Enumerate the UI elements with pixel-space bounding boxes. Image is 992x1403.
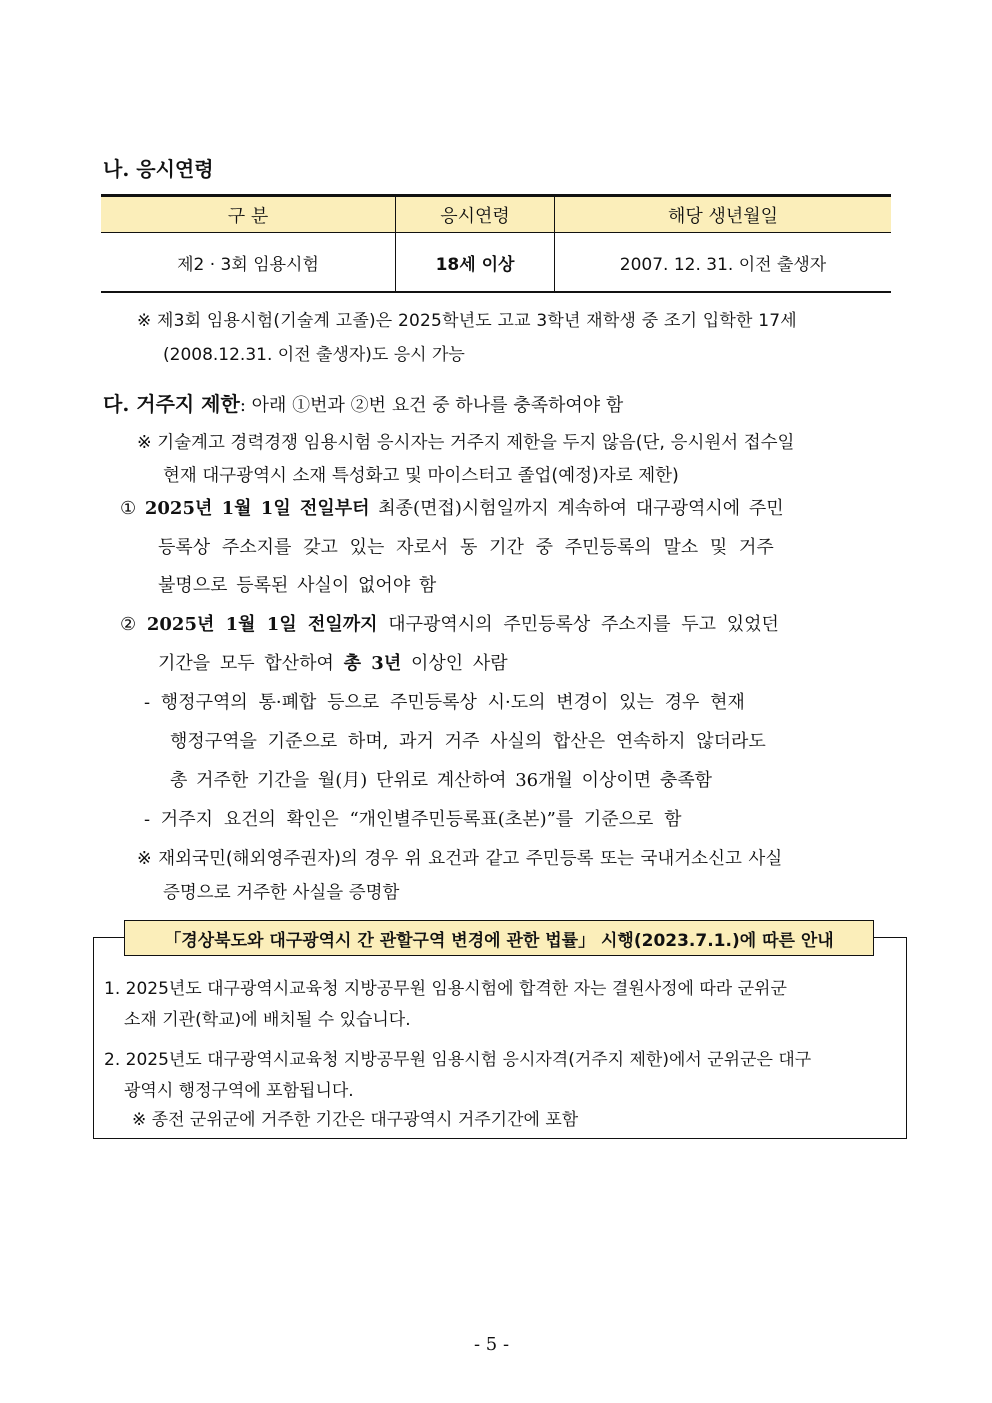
abroad-note-line1: ※ 재외국민(해외영주권자)의 경우 위 요건과 같고 주민등록 또는 국내거소신고 사실 <box>137 849 783 869</box>
dash-item-1-line3: 총 거주한 기간을 월(月) 단위로 계산하여 36개월 이상이면 충족함 <box>170 770 713 791</box>
abroad-note-line2: 증명으로 거주한 사실을 증명함 <box>163 883 400 903</box>
requirement-2-line2-bold: 총 3년 <box>343 653 402 674</box>
notice-item-1-line1: 1. 2025년도 대구광역시교육청 지방공무원 임용시험에 합격한 자는 결원사정에 따라 군위군 <box>104 979 787 999</box>
requirement-2-line1 <box>120 610 779 636</box>
table-cell-age: 18세 이상 <box>396 233 555 293</box>
requirement-1-line2: 등록상 주소지를 갖고 있는 자로서 동 기간 중 주민등록의 말소 및 거주 <box>158 537 774 558</box>
notice-item-2-line2: 광역시 행정구역에 포함됩니다. <box>124 1081 354 1101</box>
requirement-2-line2 <box>158 649 508 675</box>
age-table <box>101 194 891 293</box>
requirement-1-rest: 최종(면접)시험일까지 계속하여 대구광역시에 주민 <box>369 498 784 519</box>
notice-item-2-line1: 2. 2025년도 대구광역시교육청 지방공무원 임용시험 응시자격(거주지 제한)에서 군위군은 대구 <box>104 1050 812 1070</box>
requirement-2-marker: ② <box>120 614 137 635</box>
table-header-category: 구 분 <box>101 196 396 233</box>
page-number: - 5 - <box>474 1334 510 1355</box>
notice-item-2-note: ※ 종전 군위군에 거주한 기간은 대구광역시 거주기간에 포함 <box>132 1110 579 1130</box>
requirement-2-line2-pre: 기간을 모두 합산하여 <box>158 653 344 674</box>
section-heading-residence-title: 다. 거주지 제한 <box>103 392 240 416</box>
requirement-1-marker: ① <box>120 498 137 519</box>
dash-item-2: - 거주지 요건의 확인은 “개인별주민등록표(초본)”를 기준으로 함 <box>144 809 682 830</box>
table-header-row <box>101 196 891 233</box>
notice-title: 「경상북도와 대구광역시 간 관할구역 변경에 관한 법률」 시행(2023.7.1.)에 따른 안내 <box>124 920 874 956</box>
table-row <box>101 233 891 293</box>
section-heading-residence-desc: : 아래 ①번과 ②번 요건 중 하나를 충족하여야 함 <box>239 395 624 416</box>
tech-note-line2: 현재 대구광역시 소재 특성화고 및 마이스터고 졸업(예정)자로 제한) <box>163 466 679 486</box>
dash-item-1-line2: 행정구역을 기준으로 하며, 과거 거주 사실의 합산은 연속하지 않더라도 <box>170 731 766 752</box>
section-heading-residence <box>103 388 623 417</box>
section-heading-age: 나. 응시연령 <box>103 157 214 181</box>
table-cell-birthdate: 2007. 12. 31. 이전 출생자 <box>555 233 892 293</box>
table-cell-category: 제2 · 3회 임용시험 <box>101 233 396 293</box>
requirement-1-line1 <box>120 494 784 520</box>
age-note-line2: (2008.12.31. 이전 출생자)도 응시 가능 <box>163 345 465 365</box>
requirement-2-bold: 2025년 1월 1일 전일까지 <box>146 614 378 635</box>
requirement-2-line2-post: 이상인 사람 <box>401 653 508 674</box>
dash-item-1-line1: - 행정구역의 통·폐합 등으로 주민등록상 시·도의 변경이 있는 경우 현재 <box>144 692 745 713</box>
requirement-1-line3: 불명으로 등록된 사실이 없어야 함 <box>158 575 437 596</box>
table-header-age: 응시연령 <box>396 196 555 233</box>
notice-item-1-line2: 소재 기관(학교)에 배치될 수 있습니다. <box>124 1010 411 1030</box>
age-note-line1: ※ 제3회 임용시험(기술계 고졸)은 2025학년도 고교 3학년 재학생 중 조기 입학한 17세 <box>137 311 797 331</box>
tech-note-line1: ※ 기술계고 경력경쟁 임용시험 응시자는 거주지 제한을 두지 않음(단, 응시원서 접수일 <box>137 433 795 453</box>
requirement-1-bold: 2025년 1월 1일 전일부터 <box>144 498 370 519</box>
requirement-2-rest: 대구광역시의 주민등록상 주소지를 두고 있었던 <box>377 614 779 635</box>
table-header-birthdate: 해당 생년월일 <box>555 196 892 233</box>
